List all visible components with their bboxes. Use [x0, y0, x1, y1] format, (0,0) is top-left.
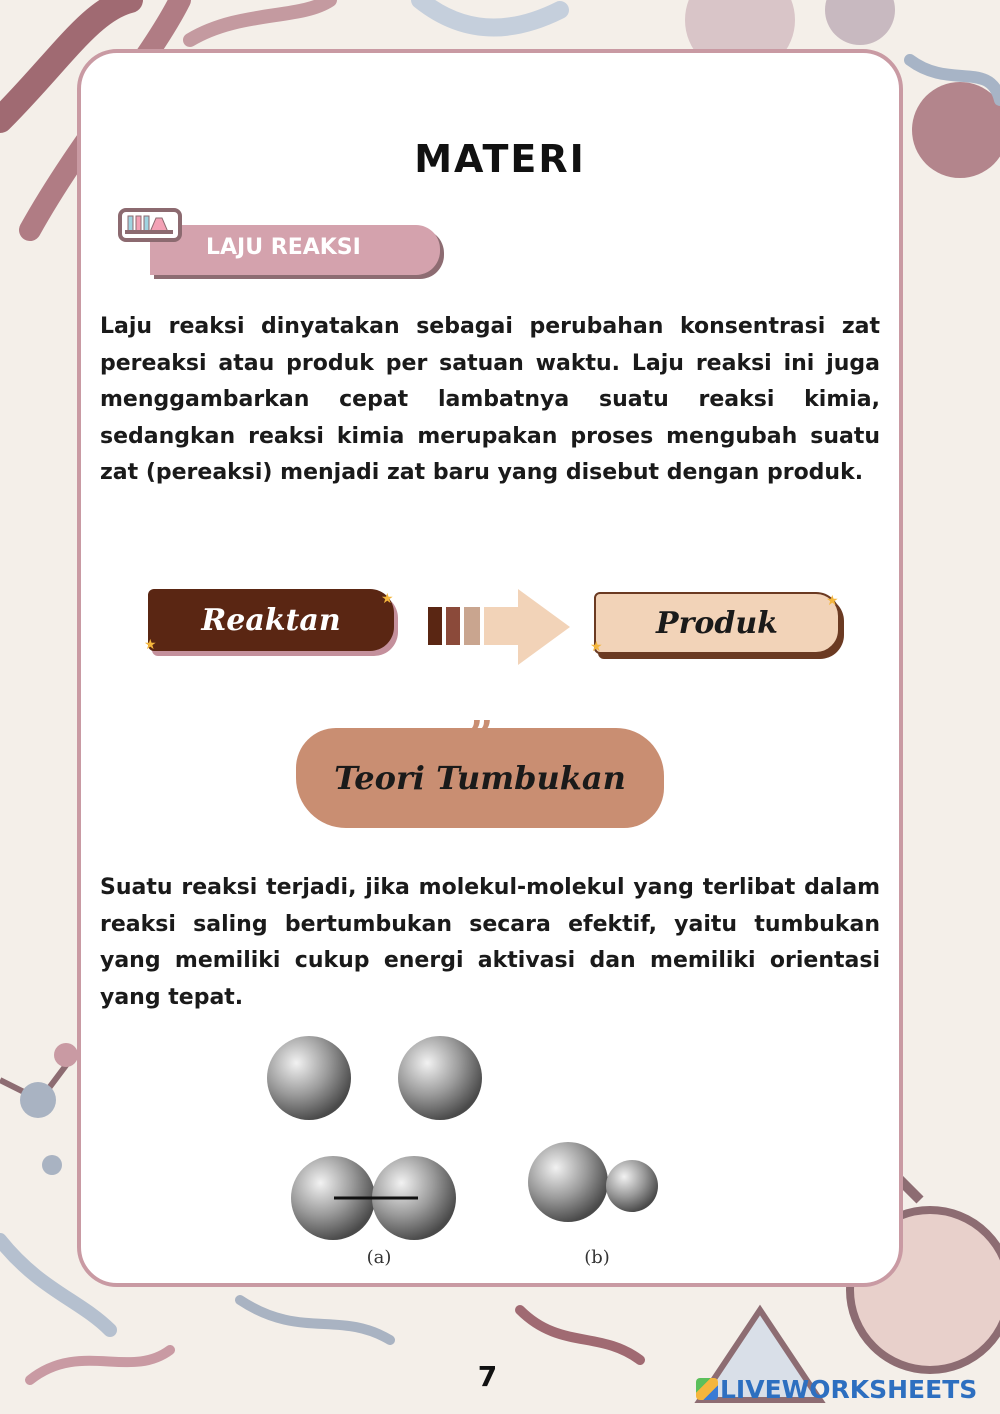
lab-glassware-icon	[118, 208, 182, 242]
molecule-sphere	[398, 1036, 482, 1120]
figure-label-a: (a)	[366, 1247, 392, 1268]
brand-watermark[interactable]	[696, 1372, 977, 1406]
star-icon: ★	[381, 591, 394, 607]
reactant-badge	[148, 589, 394, 651]
molecule-sphere	[528, 1142, 608, 1222]
definition-paragraph: Laju reaksi dinyatakan sebagai perubahan konsentrasi zat pereaksi atau produk per satuan waktu. Laju reaksi ini juga menggambarkan cepat lambatnya suatu reaksi kimia, sedangkan reaksi kimia merupakan proses mengubah suatu zat (pereaksi) menjadi zat baru yang disebut dengan produk.	[100, 314, 880, 485]
arrow-right-icon	[426, 587, 574, 667]
molecule-sphere	[606, 1160, 658, 1212]
figure-label-b: (b)	[584, 1247, 610, 1268]
quote-mark-icon: ”	[468, 712, 494, 763]
star-icon: ★	[144, 637, 157, 653]
section-tab	[150, 225, 440, 275]
collision-figure	[260, 1030, 680, 1275]
reactant-label: Reaktan	[201, 602, 341, 638]
page-number: 7	[477, 1360, 498, 1393]
star-icon: ★	[826, 593, 839, 609]
collision-paragraph: Suatu reaksi terjadi, jika molekul-molekul yang terlibat dalam reaksi saling bertumbukan secara efektif, yaitu tumbukan yang memiliki cukup energi aktivasi dan memiliki orientasi yang tepat.	[100, 875, 880, 1010]
page-title: MATERI	[414, 137, 586, 181]
section-label: LAJU REAKSI	[206, 235, 361, 260]
star-icon: ★	[590, 639, 603, 655]
brand-label: LIVEWORKSHEETS	[720, 1374, 978, 1404]
liveworksheets-logo-icon	[696, 1378, 718, 1400]
subheading-label: Teori Tumbukan	[334, 759, 626, 797]
molecule-sphere	[267, 1036, 351, 1120]
product-label: Produk	[656, 605, 778, 641]
product-badge	[594, 592, 840, 654]
